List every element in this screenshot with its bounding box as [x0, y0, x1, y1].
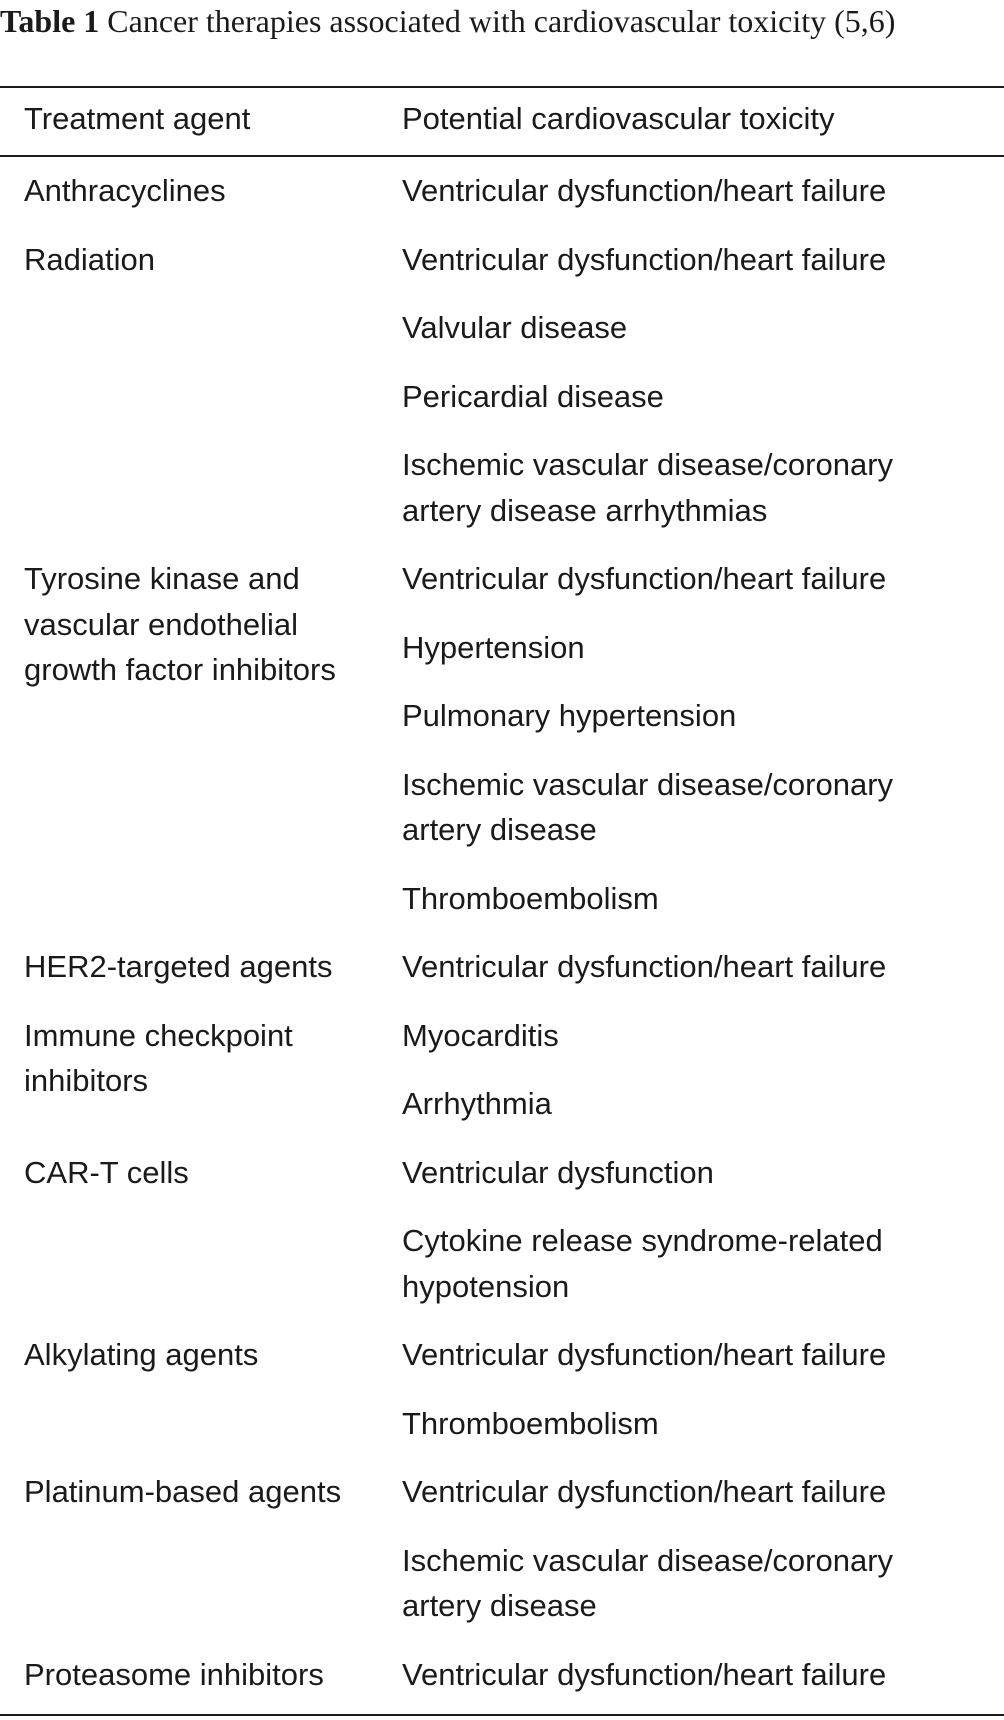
- toxicity-item: Arrhythmia: [402, 1081, 968, 1127]
- table-label: Table 1: [0, 3, 99, 39]
- table-row: [0, 1150, 1004, 1333]
- treatment-agent-cell: HER2-targeted agents: [0, 944, 378, 1013]
- table-row: [0, 1332, 1004, 1469]
- table-body: [0, 168, 1004, 1720]
- toxicity-item: Ventricular dysfunction/heart failure: [402, 237, 968, 283]
- toxicity-item: Ventricular dysfunction/heart failure: [402, 1652, 968, 1698]
- toxicity-list: [378, 944, 968, 1013]
- toxicity-list: [378, 556, 968, 944]
- treatment-agent-cell: Tyrosine kinase and vascular endothelial growth factor inhibitors: [0, 556, 378, 944]
- treatment-agent-cell: CAR-T cells: [0, 1150, 378, 1333]
- toxicity-item: Thromboembolism: [402, 1401, 968, 1447]
- toxicity-item: Ventricular dysfunction/heart failure: [402, 168, 968, 214]
- toxicity-item: Pulmonary hypertension: [402, 693, 968, 739]
- toxicity-item: Valvular disease: [402, 305, 968, 351]
- toxicity-list: [378, 1652, 968, 1720]
- table-caption: [0, 0, 1004, 43]
- table-row: [0, 944, 1004, 1013]
- table-bottom-rule: [0, 1714, 1004, 1716]
- table-row: [0, 168, 1004, 237]
- toxicity-list: [378, 1013, 968, 1150]
- toxicity-item: Ventricular dysfunction/heart failure: [402, 944, 968, 990]
- treatment-agent-cell: Anthracyclines: [0, 168, 378, 237]
- treatment-agent-cell: Immune checkpoint inhibitors: [0, 1013, 378, 1150]
- toxicity-item: Ischemic vascular disease/coronary artery disease arrhythmias: [402, 442, 968, 533]
- toxicity-item: Pericardial disease: [402, 374, 968, 420]
- table-row: [0, 1013, 1004, 1150]
- toxicity-list: [378, 1469, 968, 1652]
- treatment-agent-cell: Proteasome inhibitors: [0, 1652, 378, 1720]
- toxicity-item: Thromboembolism: [402, 876, 968, 922]
- table-row: [0, 1652, 1004, 1720]
- treatment-agent-cell: Platinum-based agents: [0, 1469, 378, 1652]
- toxicity-item: Cytokine release syndrome-related hypotension: [402, 1218, 968, 1309]
- treatment-agent-cell: Alkylating agents: [0, 1332, 378, 1469]
- toxicity-item: Ischemic vascular disease/coronary artery disease: [402, 762, 968, 853]
- toxicity-list: [378, 168, 968, 237]
- table-header-rule: [0, 155, 1004, 157]
- toxicity-item: Ischemic vascular disease/coronary artery disease: [402, 1538, 968, 1629]
- table-title: Cancer therapies associated with cardiovascular toxicity (5,6): [107, 3, 895, 39]
- header-potential-toxicity: Potential cardiovascular toxicity: [402, 101, 834, 137]
- toxicity-list: [378, 237, 968, 557]
- toxicity-item: Hypertension: [402, 625, 968, 671]
- toxicity-item: Ventricular dysfunction: [402, 1150, 968, 1196]
- table-header: [0, 88, 1004, 155]
- treatment-agent-cell: Radiation: [0, 237, 378, 557]
- table-row: [0, 237, 1004, 557]
- toxicity-item: Ventricular dysfunction/heart failure: [402, 1332, 968, 1378]
- toxicity-list: [378, 1150, 968, 1333]
- toxicity-item: Ventricular dysfunction/heart failure: [402, 1469, 968, 1515]
- table-row: [0, 1469, 1004, 1652]
- table-row: [0, 556, 1004, 944]
- header-treatment-agent: Treatment agent: [24, 101, 250, 137]
- toxicity-item: Ventricular dysfunction/heart failure: [402, 556, 968, 602]
- toxicity-list: [378, 1332, 968, 1469]
- toxicity-item: Myocarditis: [402, 1013, 968, 1059]
